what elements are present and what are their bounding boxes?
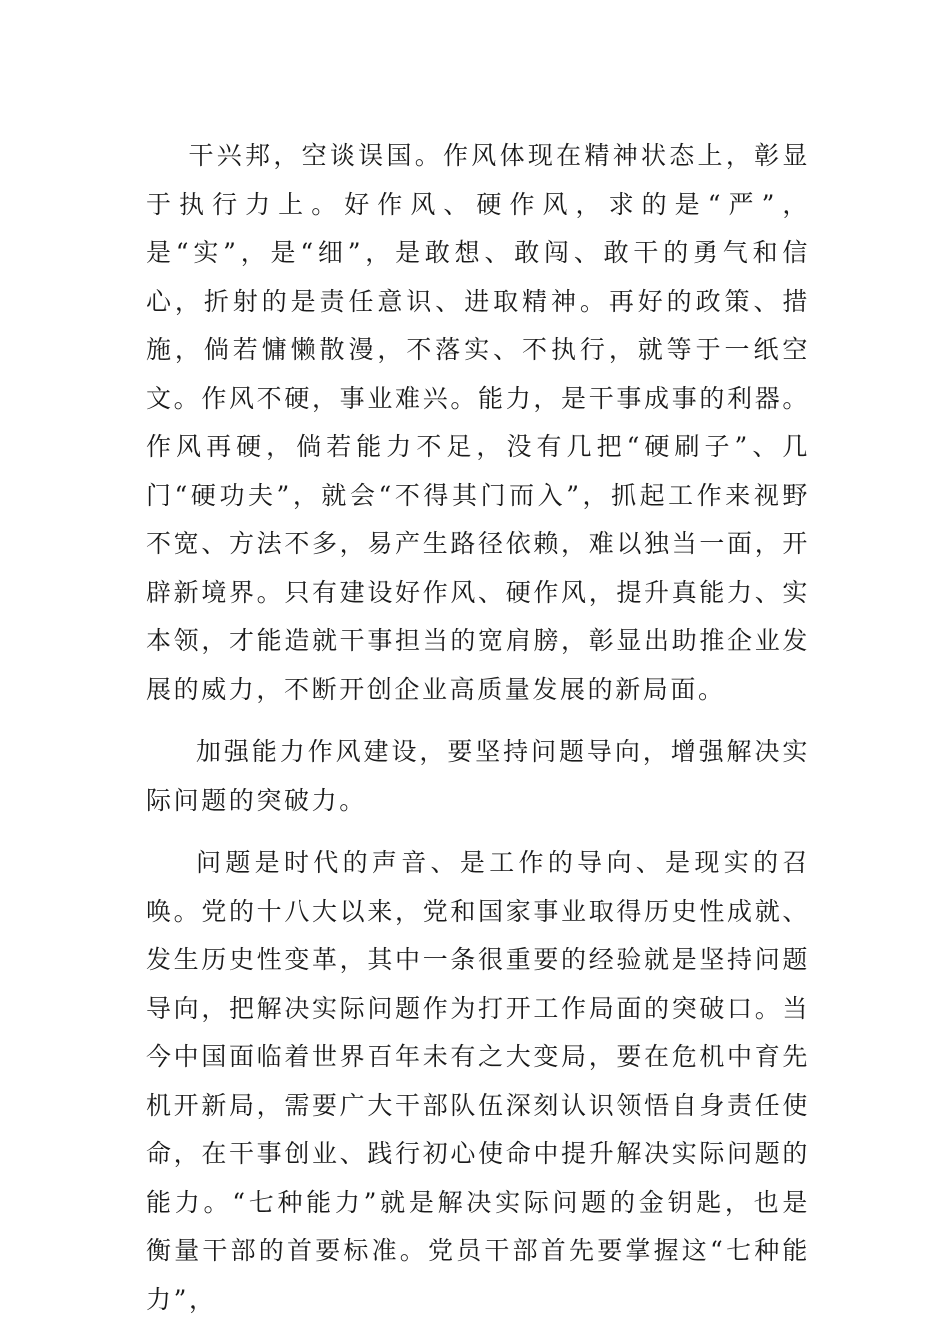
document-body: [146, 132, 810, 1324]
paragraph-work-style: 干兴邦，空谈误国。作风体现在精神状态上，彰显于执行力上。好作风、硬作风，求的是“严”，是“实”，是“细”，是敢想、敢闯、敢干的勇气和信心，折射的是责任意识、进取精神。再好的政策、措施，倘若慵懒散漫，不落实、不执行，就等于一纸空文。作风不硬，事业难兴。能力，是干事成事的利器。作风再硬，倘若能力不足，没有几把“硬刷子”、几门“硬功夫”，就会“不得其门而入”，抓起工作来视野不宽、方法不多，易产生路径依赖，难以独当一面，开辟新境界。只有建设好作风、硬作风，提升真能力、实本领，才能造就干事担当的宽肩膀，彰显出助推企业发展的威力，不断开创企业高质量发展的新局面。: [146, 141, 810, 704]
paragraph-problem-orientation-heading: 加强能力作风建设，要坚持问题导向，增强解决实际问题的突破力。: [146, 737, 810, 815]
paragraph-problem-solving: 问题是时代的声音、是工作的导向、是现实的召唤。党的十八大以来，党和国家事业取得历史性成就、发生历史性变革，其中一条很重要的经验就是坚持问题导向，把解决实际问题作为打开工作局面的突破口。当今中国面临着世界百年未有之大变局，要在危机中育先机开新局，需要广大干部队伍深刻认识领悟自身责任使命，在干事创业、践行初心使命中提升解决实际问题的能力。“七种能力”就是解决实际问题的金钥匙，也是衡量干部的首要标准。党员干部首先要掌握这“七种能力”，: [146, 848, 810, 1314]
